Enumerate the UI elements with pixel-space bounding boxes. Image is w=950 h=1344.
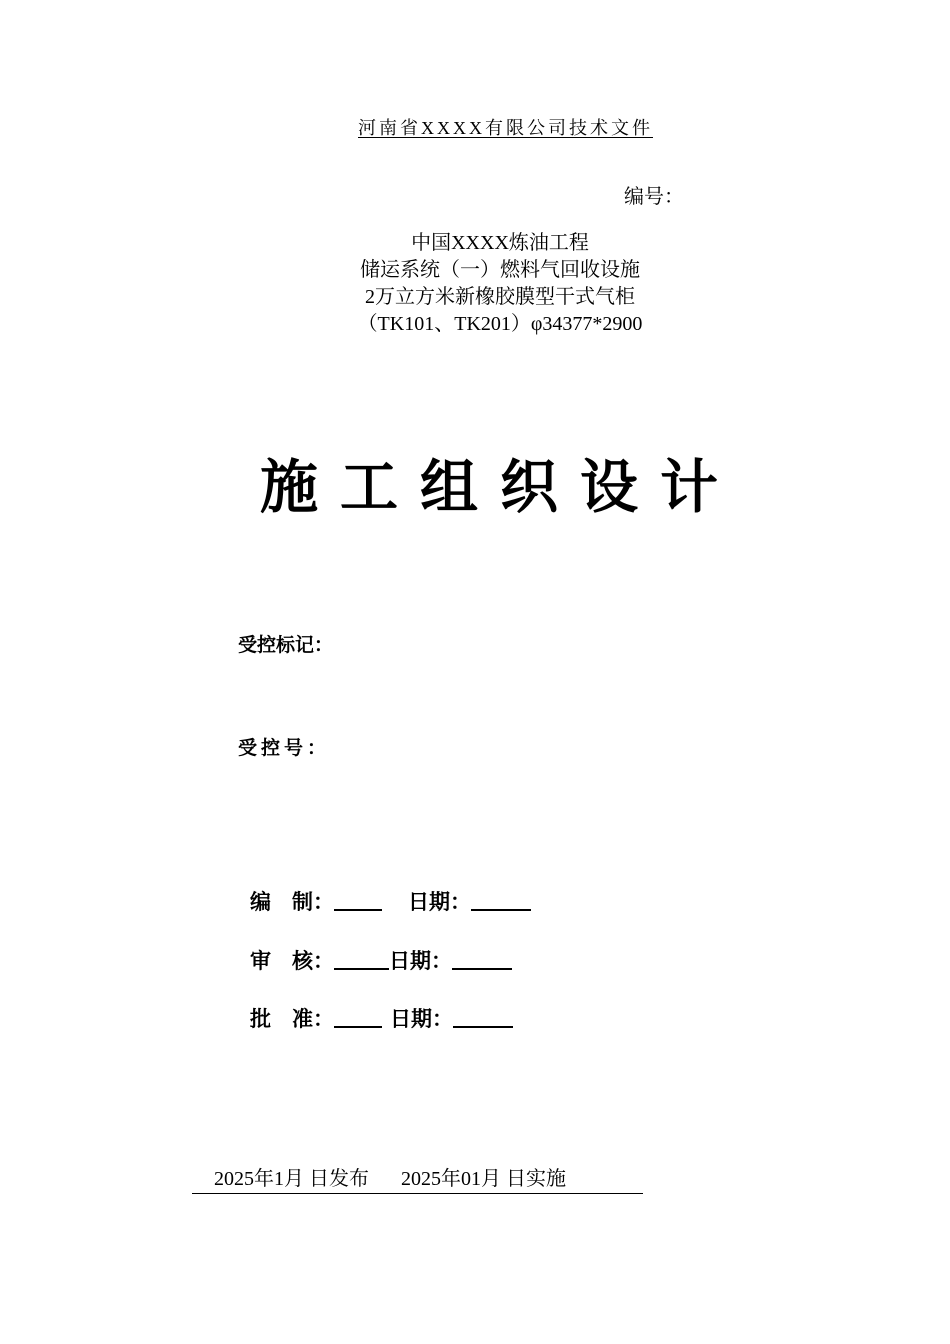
compile-date-label: 日期： xyxy=(408,890,471,914)
review-label: 审 核： xyxy=(250,949,334,973)
compile-blank xyxy=(334,889,382,911)
approve-signature-row xyxy=(250,1003,513,1033)
approve-blank xyxy=(334,1006,382,1028)
review-date-label: 日期： xyxy=(389,949,452,973)
implement-date: 2025年01月 日实施 xyxy=(401,1168,566,1190)
publish-date: 2025年1月 日发布 xyxy=(214,1168,369,1190)
project-line-2: 储运系统（一）燃料气回收设施 xyxy=(360,259,640,281)
compile-label: 编 制： xyxy=(250,890,334,914)
compile-signature-row xyxy=(250,886,531,916)
approve-date-blank xyxy=(453,1006,513,1028)
approve-date-label: 日期： xyxy=(390,1007,453,1031)
review-signature-row xyxy=(250,945,512,975)
project-line-1: 中国XXXX炼油工程 xyxy=(411,232,589,254)
approve-label: 批 准： xyxy=(250,1007,334,1031)
document-number-label: 编号： xyxy=(624,186,684,208)
review-date-blank xyxy=(452,948,512,970)
release-dates-footer xyxy=(192,1162,643,1194)
project-line-4: （TK101、TK201）φ34377*2900 xyxy=(357,313,643,335)
control-mark-label: 受控标记： xyxy=(238,634,334,656)
project-line-3: 2万立方米新橡胶膜型干式气柜 xyxy=(365,286,635,308)
review-blank xyxy=(334,948,389,970)
control-number-label: 受控号： xyxy=(238,737,331,759)
document-title: 施工组织设计 xyxy=(259,453,740,521)
compile-date-blank xyxy=(471,889,531,911)
company-document-header: 河南省XXXX有限公司技术文件 xyxy=(358,118,653,138)
project-description xyxy=(0,230,950,338)
